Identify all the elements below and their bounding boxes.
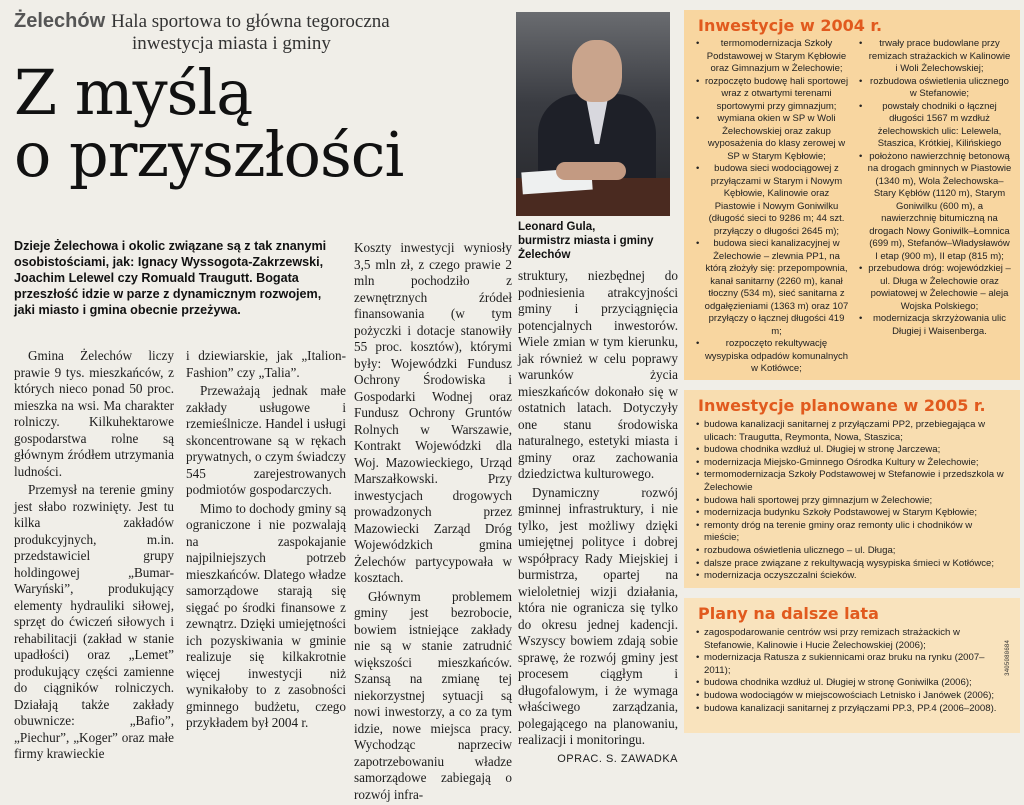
column-4: [518, 268, 678, 767]
list-item: • termomodernizacja Szkoły Podstawowej w Stefanowie i przedszkola w Żelechowie: [696, 469, 1006, 494]
photo-figure-head: [572, 40, 622, 102]
box-list-right: [859, 38, 1012, 376]
list-item: • położono nawierzchnię betonową na drogach gminnych w Piastowie (1340 m), Wola Żelechowska–Stary Kębłów (1120 m), Starym Goniwilku (600 m), a nawierzchnię bitumiczną na drogach Nowy Goniwilk–Łomnica (699 m), Stefanów–Władysławów I etap (900 m), II etap (815 m);: [859, 151, 1012, 264]
list-item: • rozpoczęto budowę hali sportowej wraz z otwartymi terenami sportowymi przy gimnazjum;: [696, 76, 849, 114]
subtitle-line-2: inwestycja miasta i gminy: [132, 33, 331, 54]
paragraph: Przeważają jednak małe zakłady usługowe i rzemieślnicze. Handel i usługi skoncentrowane są w rękach prywatnych, o czym świadczy 545 zarejestrowanych podmiotów gospodarczych.: [186, 383, 346, 497]
list-item: • budowa wodociągów w miejscowościach Letnisko i Janówek (2006);: [696, 690, 1006, 703]
list-item: • termomodernizacja Szkoły Podstawowej w Starym Kębłowie oraz Gimnazjum w Żelechowie;: [696, 38, 849, 76]
box-list: [684, 419, 1020, 583]
box-list-left: [696, 38, 849, 376]
list-item: • rozbudowa oświetlenia ulicznego w Stefanowie;: [859, 76, 1012, 101]
headline-line-2: o przyszłości: [14, 118, 404, 191]
list-item: • remonty dróg na terenie gminy oraz remonty ulic i chodników w mieście;: [696, 520, 1006, 545]
box-title: Inwestycje w 2004 r.: [698, 16, 883, 35]
byline: OPRAC. S. ZAWADKA: [557, 752, 678, 765]
list-item: • trwały prace budowlane przy remizach strażackich w Kalinowie i Woli Żelechowskiej;: [859, 38, 1012, 76]
list-item: • budowa kanalizacji sanitarnej z przyłączami PP2, przebiegająca w ulicach: Traugutta, Reymonta, Nowa, Staszica;: [696, 419, 1006, 444]
headline-line-1: Z myślą: [14, 56, 253, 129]
box-investments-2004: [684, 10, 1020, 380]
barcode-number: 3405080684: [1004, 640, 1011, 677]
caption-line: Żelechów: [518, 249, 571, 261]
list-item: • dalsze prace związane z rekultywacją wysypiska śmieci w Kotłówce;: [696, 558, 1006, 571]
paragraph: Koszty inwestycji wyniosły 3,5 mln zł, z czego prawie 2 mln pochodziło z zewnętrznych źródeł finansowania (w tym pożyczki i dotacje stanowiły 55 proc. kosztów), którymi były: Wojewódzki Fundusz Ochrony Środowiska i Gospodarki Wodnej oraz Fundusz Ochrony Gruntów Rolnych w Warszawie, Kontrakt Wojewódzki dla Woj. Mazowieckiego, Urząd Marszałkowski. Przy inwestycjach drogowych prowadzonych przez Mazowiecki Zarząd Dróg Wojewódzkich gmina Żelechów partycypowała w kosztach.: [354, 240, 512, 585]
paragraph: i dziewiarskie, jak „Italion-Fashion” czy „Talia”.: [186, 348, 346, 380]
photo-hands: [556, 162, 626, 180]
list-item: • zagospodarowanie centrów wsi przy remizach strażackich w Stefanowie, Kalinowie i Hucie Żelechowskiej (2006);: [696, 627, 1006, 652]
column-2: [186, 348, 346, 734]
list-item: • modernizacja Miejsko-Gminnego Ośrodka Kultury w Żelechowie;: [696, 457, 1006, 470]
list-item: • budowa sieci wodociągowej z przyłączami w Starym i Nowym Kębłowie, Kalinowie oraz Piastowie i Nowym Goniwilku (długość sieci to 9286 m; 44 szt. przyłączy o długości 2645 m);: [696, 163, 849, 238]
list-item: • budowa chodnika wzdłuż ul. Długiej w stronę Goniwilka (2006);: [696, 677, 1006, 690]
list-item: • modernizacja skrzyżowania ulic Długiej i Waisenberga.: [859, 313, 1012, 338]
box-list: [684, 627, 1020, 715]
mayor-photo: [516, 12, 670, 216]
box-title: Inwestycje planowane w 2005 r.: [698, 396, 986, 415]
caption-line: Leonard Gula,: [518, 221, 596, 233]
box-planned-2005: [684, 390, 1020, 588]
list-item: • budowa sieci kanalizacyjnej w Żelechowie – zlewnia PP1, na którą złożyły się: przepompownia, kanał sanitarny (2260 m), kanał tłoczny (534 m), sieć sanitarna z odgałęzieniami (1363 m) oraz 107 przyłączy o łącznej długości 419 m;: [696, 238, 849, 338]
paragraph: Głównym problemem gminy jest bezrobocie, bowiem istniejące zakłady nie są w stanie zatrudnić większości mieszkańców. Szansą na zmianę tej niekorzystnej sytuacji są nowi inwestorzy, a co za tym idzie, nowe miejsca pracy. Wychodząc naprzeciw zapotrzebowaniu władze samorządowe zabiegają o rozwój infra-: [354, 588, 512, 802]
photo-caption: [518, 220, 678, 262]
list-item: • modernizacja oczyszczalni ścieków.: [696, 570, 1006, 583]
list-item: • modernizacja Ratusza z sukiennicami oraz bruku na rynku (2007–2011);: [696, 652, 1006, 677]
paragraph: struktury, niezbędnej do podniesienia atrakcyjności gminy i przyciągnięcia potencjalnych inwestorów. Wiele zmian w tym kierunku, jak również w celu poprawy warunków życia mieszkańców dokonało się w ostatnich latach. Dotyczyły one stanu środowiska naturalnego, estetyki miasta i gminy oraz zachowania dziedzictwa kulturowego.: [518, 268, 678, 481]
headline: [14, 56, 514, 191]
box-future-plans: [684, 598, 1020, 733]
list-item: • powstały chodniki o łącznej długości 1567 m wzdłuż żelechowskich ulic: Lelewela, Staszica, Krótkiej, Kilińskiego: [859, 101, 1012, 151]
column-3: [354, 240, 512, 805]
column-1: [14, 348, 174, 765]
paragraph: Gmina Żelechów liczy prawie 9 tys. mieszkańców, z których nieco ponad 50 proc. mieszka na wsi. Ma charakter rolniczy. Kilkuhektarowe gospodarstwa rolne są głównym źródłem utrzymania ludności.: [14, 348, 174, 479]
paragraph: Mimo to dochody gminy są ograniczone i nie pozwalają na zaspokajanie najpilniejszych potrzeb mieszkańców. Dlatego władze samorządowe starają się sięgać po środki finansowe z zewnątrz. Dzięki umiejętności ich pozyskiwania w gminie realizuje się kilkakrotnie więcej inwestycji niż wynikałoby to z zasobności gminnego budżetu, czego przykładem był 2004 r.: [186, 500, 347, 730]
list-item: • budowa hali sportowej przy gimnazjum w Żelechowie;: [696, 495, 1006, 508]
paragraph: Przemysł na terenie gminy jest słabo rozwinięty. Jest tu kilka zakładów produkcyjnych, m.in. przedstawiciel grupy holdingowej „Bumar-Waryński”, produkujący elementy hydrauliki siłowej, sprzęt do ćwiczeń siłowych i rehabilitacji (zakład w stanie upadłości) oraz „Lemet” produkujący części zamienne do ciągników rolniczych. Działają także zakłady obuwnicze: „Bafio”, „Piechur”, „Koger” oraz małe firmy krawieckie: [14, 482, 174, 761]
box-title: Plany na dalsze lata: [698, 604, 879, 623]
lead-paragraph: Dzieje Żelechowa i okolic związane są z tak znanymi osobistościami, jak: Ignacy Wyssogota-Zakrzewski, Joachim Lelewel czy Romuald Traugutt. Bogata przeszłość idzie w parze z dynamicznym rozwojem, jaki miasto i gmina obecnie przeżywa.: [14, 239, 327, 317]
list-item: • budowa kanalizacji sanitarnej z przyłączami PP.3, PP.4 (2006–2008).: [696, 703, 1006, 716]
list-item: • przebudowa dróg: wojewódzkiej – ul. Długa w Żelechowie oraz powiatowej w Żelechowie – aleja Wojska Polskiego;: [859, 263, 1012, 313]
article-header: [14, 10, 514, 55]
caption-line: burmistrz miasta i gminy: [518, 235, 654, 247]
paragraph: Dynamiczny rozwój gminnej infrastruktury, i nie tylko, jest możliwy dzięki umiejętnej polityce i dobrej współpracy Rady Miejskiej i burmistrza, opartej na wieloletniej wizji działania, która nie ogranicza się tylko do okresu jednej kadencji. Wszyscy bowiem zdają sobie sprawę, że rozwój gminy jest procesem ciągłym i długofalowym, i że wymaga właściwego zarządzania, polegającego na planowaniu, realizacji i monitoringu.: [518, 484, 678, 747]
list-item: • wymiana okien w SP w Woli Żelechowskiej oraz zakup wyposażenia do klasy zerowej w SP w Starym Kębłowie;: [696, 113, 849, 163]
list-item: • modernizacja budynku Szkoły Podstawowej w Starym Kębłowie;: [696, 507, 1006, 520]
list-item: • rozbudowa oświetlenia ulicznego – ul. Długa;: [696, 545, 1006, 558]
list-item: • budowa chodnika wzdłuż ul. Długiej w stronę Jarczewa;: [696, 444, 1006, 457]
list-item: • rozpoczęto rekultywację wysypiska odpadów komunalnych w Kotłówce;: [696, 338, 849, 376]
subtitle-line-1: Hala sportowa to główna tegoroczna: [111, 11, 390, 32]
kicker: Żelechów: [14, 10, 106, 32]
